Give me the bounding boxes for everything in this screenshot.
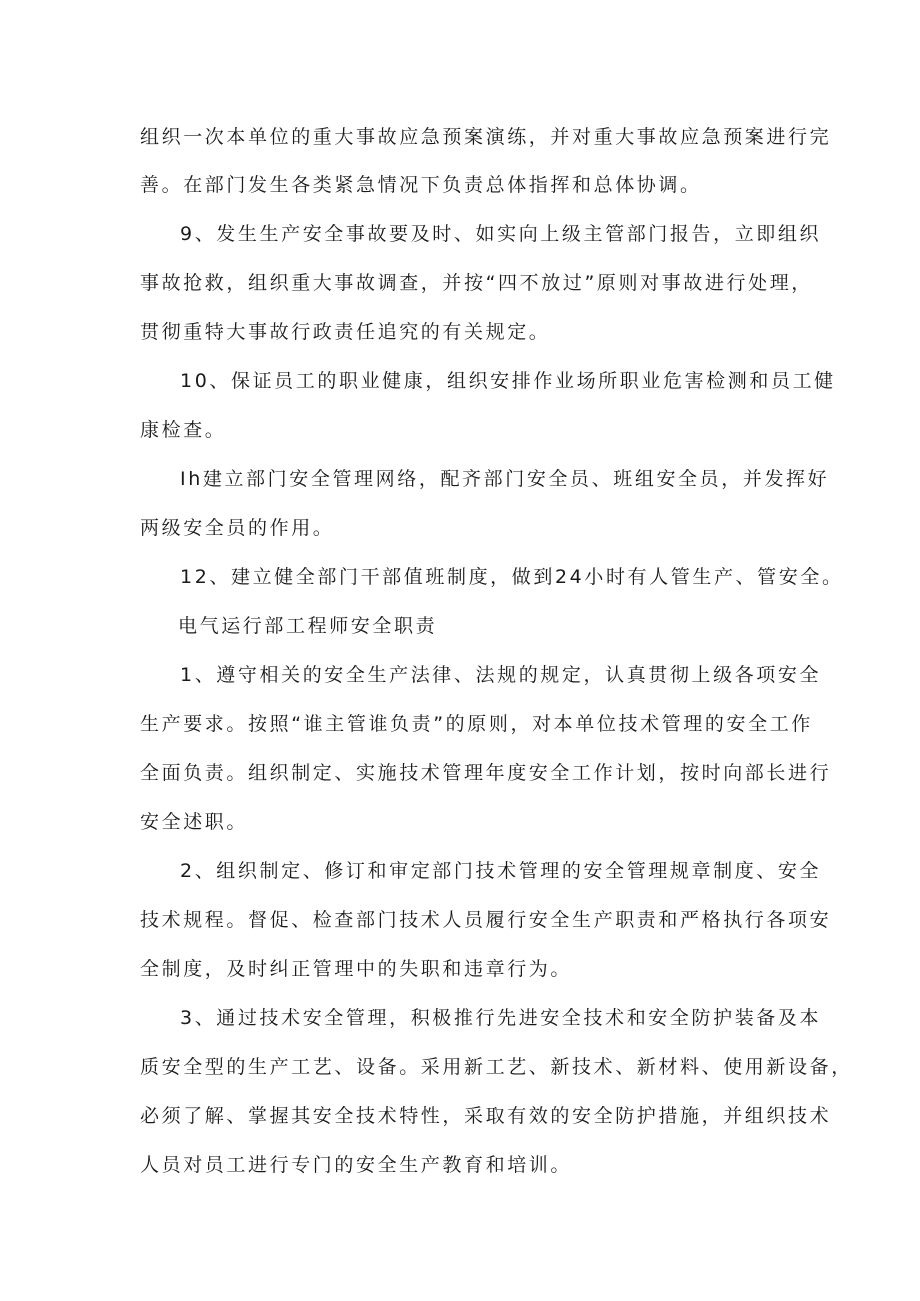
text-line: 生产要求。按照“谁主管谁负责”的原则，对本单位技术管理的安全工作 [140,713,813,735]
text-line: 全面负责。组织制定、实施技术管理年度安全工作计划，按时向部长进行 [140,762,832,784]
paragraph-12-start: 12、建立健全部门干部值班制度，做到24小时有人管生产、管安全。 [180,566,844,588]
paragraph-2-start: 2、组织制定、修订和审定部门技术管理的安全管理规章制度、安全 [180,860,822,882]
text-line: 质安全型的生产工艺、设备。采用新工艺、新技术、新材料、使用新设备， [140,1056,853,1078]
text-line: 必须了解、掌握其安全技术特性，采取有效的安全防护措施，并组织技术 [140,1105,832,1127]
paragraph-11-start: Ih建立部门安全管理网络，配齐部门安全员、班组安全员，并发挥好 [180,468,830,490]
text-line: 全制度，及时纠正管理中的失职和违章行为。 [140,958,573,980]
text-line: 人员对员工进行专门的安全生产教育和培训。 [140,1154,573,1176]
section-heading: 电气运行部工程师安全职责 [178,615,438,637]
paragraph-9-start: 9、发生生产安全事故要及时、如实向上级主管部门报告，立即组织 [180,223,822,245]
text-line: 康检查。 [140,419,227,441]
paragraph-10-start: 10、保证员工的职业健康，组织安排作业场所职业危害检测和员工健 [180,370,836,392]
text-line: 贯彻重特大事故行政责任追究的有关规定。 [140,321,551,343]
text-line: 善。在部门发生各类紧急情况下负责总体指挥和总体协调。 [140,174,702,196]
text-line: 事故抢救，组织重大事故调查，并按“四不放过”原则对事故进行处理， [140,272,813,294]
text-line: 组织一次本单位的重大事故应急预案演练，并对重大事故应急预案进行完 [140,126,832,148]
text-line: 技术规程。督促、检查部门技术人员履行安全生产职责和严格执行各项安 [140,909,832,931]
paragraph-1-start: 1、遵守相关的安全生产法律、法规的规定，认真贯彻上级各项安全 [180,664,822,686]
paragraph-3-start: 3、通过技术安全管理，积极推行先进安全技术和安全防护装备及本 [180,1007,822,1029]
text-line: 安全述职。 [140,811,249,833]
text-line: 两级安全员的作用。 [140,517,335,539]
